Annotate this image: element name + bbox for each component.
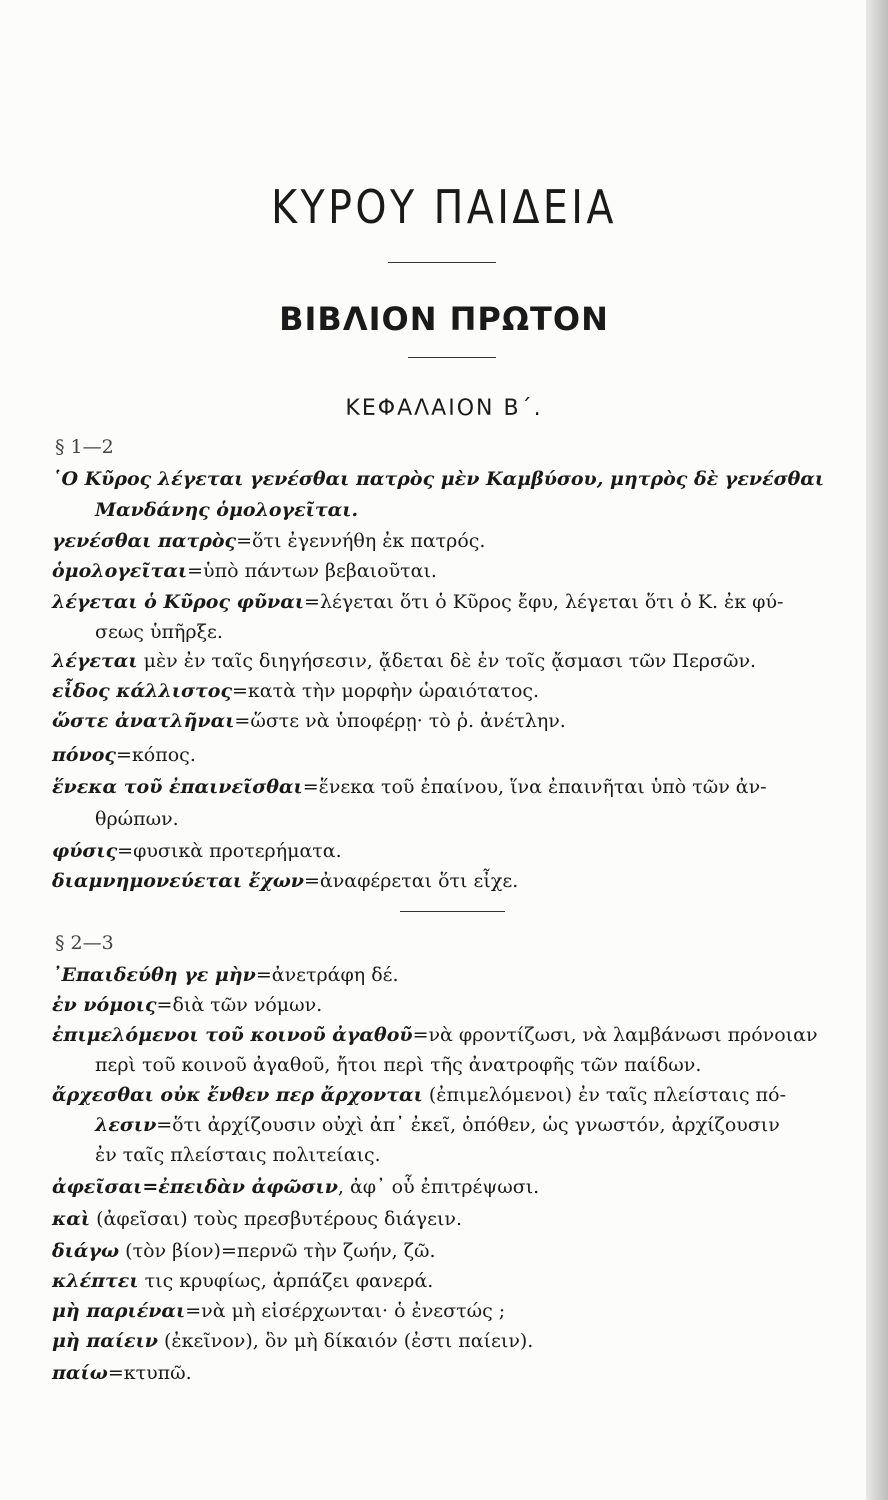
text-line: ᾿Επαιδεύθη γε μὴν=ἀνετράφη δέ.	[52, 964, 399, 986]
text-line: λέγεται ὁ Κῦρος φῦναι=λέγεται ὅτι ὁ Κῦρος ἔφυ, λέγεται ὅτι ὁ Κ. ἐκ φύ-	[52, 591, 784, 613]
text-line: μὴ παριέναι=νὰ μὴ εἰσέρχωνται· ὁ ἐνεστώς ;	[52, 1300, 506, 1322]
book-rule	[408, 357, 496, 358]
text-line: εἶδος κάλλιστος=κατὰ τὴν μορφὴν ὡραιότατος.	[52, 680, 540, 702]
book-heading: ΒΙΒΛΙΟΝ ΠΡΩΤΟΝ	[279, 300, 609, 338]
text-line: θρώπων.	[95, 808, 179, 830]
text-line: ὁμολογεῖται=ὑπὸ πάντων βεβαιοῦται.	[52, 560, 437, 582]
text-line: πόνος=κόπος.	[52, 744, 196, 766]
text-line: ῾Ο Κῦρος λέγεται γενέσθαι πατρὸς μὲν Καμβύσου, μητρὸς δὲ γενέσθαι	[52, 468, 825, 490]
title-rule	[388, 262, 496, 263]
text-line: διαμνημονεύεται ἔχων=ἀναφέρεται ὅτι εἶχε.	[52, 870, 519, 892]
text-line: καὶ (ἀφεῖσαι) τοὺς πρεσβυτέρους διάγειν.	[52, 1208, 462, 1230]
text-line: μὴ παίειν (ἐκεῖνον), ὃν μὴ δίκαιόν (ἐστι παίειν).	[52, 1330, 534, 1352]
text-line: ἐν ταῖς πλείσταις πολιτείαις.	[95, 1144, 381, 1166]
text-line: ἕνεκα τοῦ ἐπαινεῖσθαι=ἕνεκα τοῦ ἐπαίνου, ἵνα ἐπαινῆται ὑπὸ τῶν ἀν-	[52, 776, 767, 798]
text-line: ὥστε ἀνατλῆναι=ὥστε νὰ ὑποφέρῃ· τὸ ῥ. ἀνέτλην.	[52, 710, 566, 732]
chapter-heading: ΚΕΦΑΛΑΙΟΝ Β΄.	[345, 396, 543, 421]
text-line: ἄρχεσθαι οὐκ ἔνθεν περ ἄρχονται (ἐπιμελόμενοι) ἐν ταῖς πλείσταις πό-	[52, 1084, 787, 1106]
text-line: κλέπτει τις κρυφίως, ἁρπάζει φανερά.	[52, 1270, 434, 1292]
page-edge	[866, 0, 888, 1500]
text-line: διάγω (τὸν βίον)=περνῶ τὴν ζωήν, ζῶ.	[52, 1240, 436, 1262]
section-1-heading: § 1—2	[55, 436, 114, 458]
section-rule	[400, 911, 505, 912]
text-line: λέγεται μὲν ἐν ταῖς διηγήσεσιν, ᾄδεται δὲ ἐν τοῖς ᾄσμασι τῶν Περσῶν.	[52, 650, 757, 672]
text-line: ἀφεῖσαι=ἐπειδὰν ἀφῶσιν, ἀφ᾿ οὗ ἐπιτρέψωσι.	[52, 1176, 540, 1198]
text-line: περὶ τοῦ κοινοῦ ἀγαθοῦ, ἤτοι περὶ τῆς ἀνατροφῆς τῶν παίδων.	[95, 1054, 702, 1076]
text-line: ἐν νόμοις=διὰ τῶν νόμων.	[52, 994, 323, 1016]
text-line: σεως ὑπῆρξε.	[95, 621, 223, 643]
section-2-heading: § 2—3	[55, 932, 114, 954]
text-line: Μανδάνης ὁμολογεῖται.	[95, 499, 359, 521]
text-line: γενέσθαι πατρὸς=ὅτι ἐγεννήθη ἐκ πατρός.	[52, 530, 486, 552]
page-title: ΚΥΡΟΥ ΠΑΙΔΕΙΑ	[271, 180, 617, 234]
text-line: φύσις=φυσικὰ προτερήματα.	[52, 840, 342, 862]
text-line: παίω=κτυπῶ.	[52, 1362, 192, 1384]
text-line: ἐπιμελόμενοι τοῦ κοινοῦ ἀγαθοῦ=νὰ φροντίζωσι, νὰ λαμβάνωσι πρόνοιαν	[52, 1024, 818, 1046]
text-line: λεσιν=ὅτι ἀρχίζουσιν οὐχὶ ἀπ᾿ ἐκεῖ, ὁπόθεν, ὡς γνωστόν, ἀρχίζουσιν	[95, 1114, 780, 1136]
